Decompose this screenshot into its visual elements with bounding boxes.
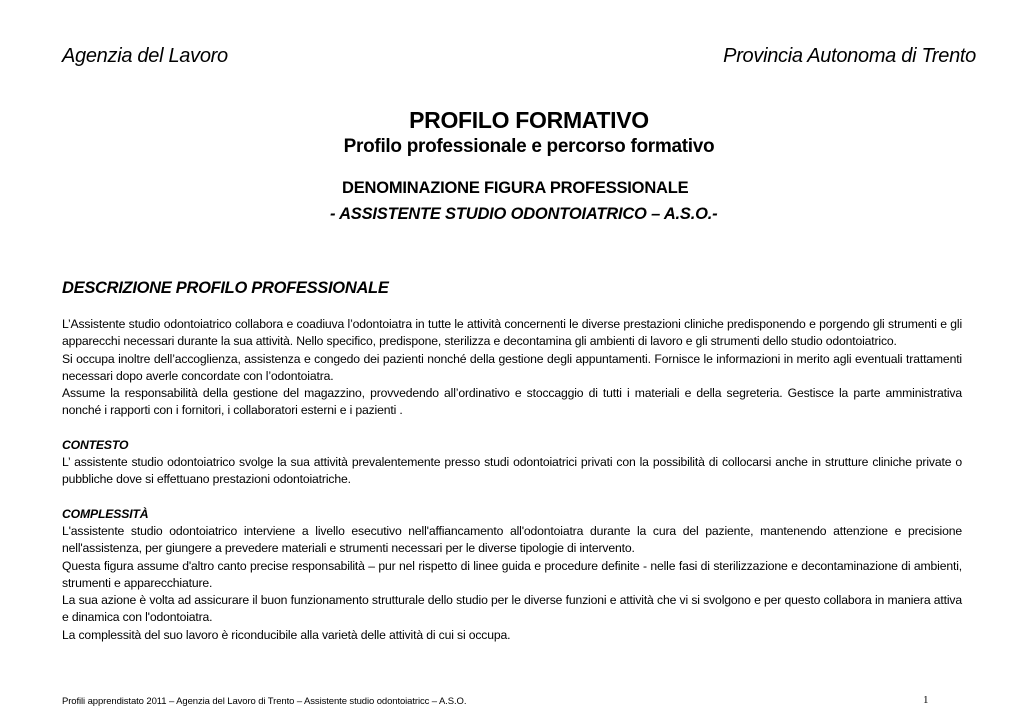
complessita-paragraph: L'assistente studio odontoiatrico interviene a livello esecutivo nell'affiancamento all'odontoiatra durante la cura del paziente, mantenendo attenzione e precisione nell'assistenza, per giungere a prevedere materiali e strumenti necessari per le diverse tipologie di intervento. bbox=[62, 523, 962, 556]
header-province: Provincia Autonoma di Trento bbox=[723, 45, 976, 67]
complessita-paragraph: La complessità del suo lavoro è riconducibile alla varietà delle attività di cui si occupa. bbox=[62, 627, 511, 642]
contesto-heading: CONTESTO bbox=[62, 437, 129, 452]
document-subtitle: Profilo professionale e percorso formativo bbox=[343, 136, 715, 157]
denominazione-label: DENOMINAZIONE FIGURA PROFESSIONALE bbox=[342, 179, 689, 197]
contesto-paragraph: L’ assistente studio odontoiatrico svolge la sua attività prevalentemente presso studi odontoiatrici privati con la possibilità di collocarsi anche in strutture cliniche private o pubbliche dove si effettuano prestazioni odontoiatriche. bbox=[62, 455, 962, 487]
denominazione-value: - ASSISTENTE STUDIO ODONTOIATRICO – A.S.O.- bbox=[330, 205, 718, 223]
descrizione-paragraph: Assume la responsabilità della gestione del magazzino, provvedendo all’ordinativo e stoccaggio di tutti i materiali e della segreteria. Gestisce la parte amministrativa nonché i rapporti con i fornitori, i collaboratori esterni e i pazienti . bbox=[62, 386, 962, 418]
document-title: PROFILO FORMATIVO bbox=[409, 107, 649, 133]
complessita-heading: COMPLESSITÀ bbox=[62, 506, 149, 521]
page-number: 1 bbox=[923, 694, 929, 706]
complessita-paragraph: Questa figura assume d'altro canto precise responsabilità – pur nel rispetto di linee guida e procedure definite - nelle fasi di sterilizzazione e decontaminazione di ambienti, strumenti e apparecchiature. bbox=[62, 558, 962, 590]
profile-content bbox=[62, 316, 962, 644]
descrizione-paragraph: Si occupa inoltre dell’accoglienza, assistenza e congedo dei pazienti nonché della gestione degli appuntamenti. Fornisce le informazioni in merito agli eventuali trattamenti necessari dopo averle concordate con l’odontoiatra. bbox=[62, 351, 962, 383]
header-agency: Agenzia del Lavoro bbox=[62, 45, 228, 67]
footer-text: Profili apprendistato 2011 – Agenzia del Lavoro di Trento – Assistente studio odontoiatricc – A.S.O. bbox=[62, 696, 467, 707]
complessita-paragraph: La sua azione è volta ad assicurare il buon funzionamento strutturale dello studio per le diverse funzioni e attività che vi si svolgono e per questo collabora in maniera attiva e dinamica con l'odontoiatra. bbox=[62, 593, 962, 625]
descrizione-heading: DESCRIZIONE PROFILO PROFESSIONALE bbox=[62, 279, 389, 297]
descrizione-paragraph: L’Assistente studio odontoiatrico collabora e coadiuva l’odontoiatra in tutte le attività concernenti le diverse prestazioni cliniche predisponendo e porgendo gli strumenti e gli apparecchi necessari durante la sua attività. Nello specifico, predispone, sterilizza e decontamina gli ambienti di lavoro e gli strumenti dello studio odontoiatrico. bbox=[62, 317, 962, 349]
